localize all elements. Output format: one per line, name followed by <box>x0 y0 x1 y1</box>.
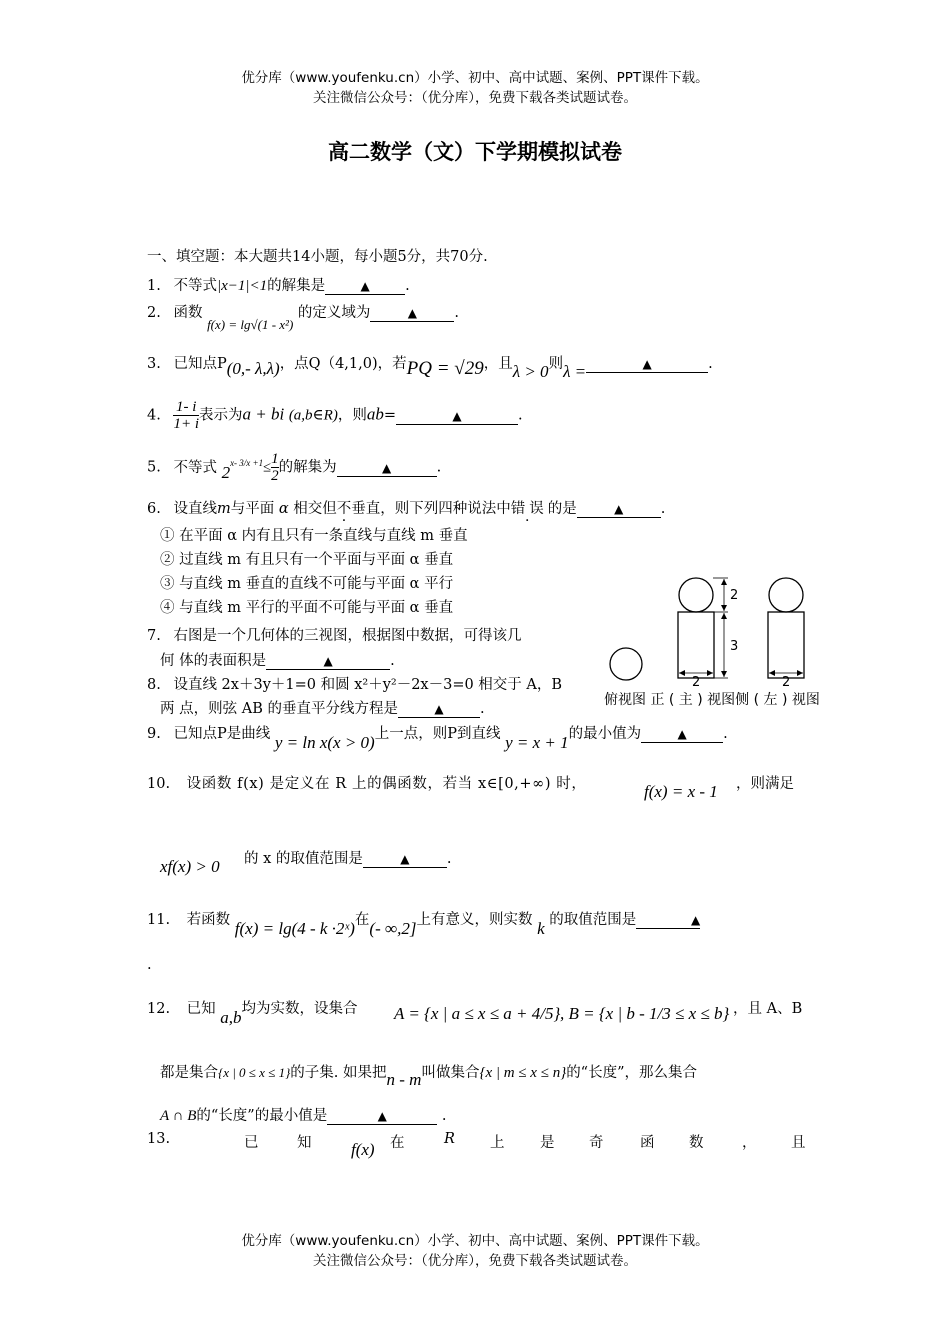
q6-option-2: ② 过直线 m 有且只有一个平面与平面 α 垂直 <box>160 552 454 568</box>
q6-emph-not: 不 <box>336 501 352 517</box>
q4-fraction <box>173 399 199 432</box>
q2-end: . <box>454 305 459 321</box>
q4-frac-num: 1- i <box>173 399 199 416</box>
q5-frac-den: 2 <box>271 468 279 484</box>
q4-math-3: ab <box>366 404 384 424</box>
q6-emph-wrong: 错误 <box>510 501 548 517</box>
question-11 <box>147 908 701 938</box>
q8-answer-blank[interactable] <box>398 702 480 718</box>
question-9 <box>147 722 728 752</box>
q10-line-2-row <box>244 847 452 868</box>
q3-answer-blank[interactable] <box>586 357 708 373</box>
q4-mid-1: 表示为 <box>199 407 243 424</box>
q6-alpha: α <box>278 501 289 517</box>
q9-answer-blank[interactable] <box>641 727 723 743</box>
q10-line-2: 的 x 的取值范围是 <box>244 851 363 867</box>
q7-end: . <box>390 653 395 669</box>
q1-end: . <box>405 278 410 294</box>
q13-w8: 数 <box>689 1135 704 1151</box>
q1-blank-mark: ▲ <box>360 279 370 293</box>
q5-post: 的解集为 <box>278 459 337 476</box>
q12-end: . <box>441 1108 447 1124</box>
front-view-sphere <box>679 578 713 612</box>
q12-line-2 <box>160 1061 698 1089</box>
q3-mid-3: 则 <box>548 356 564 372</box>
q3-mid-2: ，且 <box>483 356 513 372</box>
q12-set-a: A = {x | a ≤ x ≤ a + 4/5} <box>394 1004 561 1023</box>
q5-pre: 不等式 <box>173 459 217 476</box>
q13-math-1: f(x) <box>351 1140 375 1159</box>
header-line-1: 优分库（www.youfenku.cn）小学、初中、高中试题、案例、PPT课件下载。 <box>241 70 709 86</box>
q2-answer-blank[interactable] <box>370 306 454 322</box>
q12-math-3: n - m <box>386 1070 422 1089</box>
q12-num: 12. <box>147 1001 171 1017</box>
q6-text-b: 与平面 <box>230 501 275 517</box>
q5-exponent: x- 3/x +1 <box>230 457 264 468</box>
q13-w2: 知 <box>297 1135 312 1151</box>
question-4 <box>147 399 523 432</box>
q12-math-5: A ∩ B <box>160 1108 197 1124</box>
q8-line-2: 两 点，则弦 AB 的垂直平分线方程是 <box>160 701 398 717</box>
q12-l2c: 叫做集合 <box>421 1065 480 1081</box>
q5-blank-mark: ▲ <box>381 460 392 475</box>
q12-mid-1: 均为实数，设集合 <box>241 1001 358 1017</box>
figure-caption: 俯视图 正 ( 主 ) 视图侧 ( 左 ) 视图 <box>604 692 820 708</box>
q8-end: . <box>479 701 485 717</box>
q7-line-2: 何 体的表面积是 <box>160 653 267 669</box>
footer-line-1: 优分库（www.youfenku.cn）小学、初中、高中试题、案例、PPT课件下载。 <box>241 1233 709 1249</box>
q2-math: f(x) = lg√(1 - x²) <box>207 317 294 332</box>
question-12 <box>147 997 358 1027</box>
q11-end: . <box>147 957 152 973</box>
q7-line-2-row <box>160 649 395 670</box>
q11-pre: 若函数 <box>186 912 231 928</box>
question-6 <box>147 497 665 518</box>
q13-w3: 在 <box>390 1135 405 1151</box>
q4-math-2: (a,b∈R) <box>288 407 338 424</box>
q6-num: 6. <box>147 501 161 517</box>
q8-line-1: 设直线 2x＋3y＋1=0 和圆 x²＋y²－2x－3=0 相交于 A，B <box>173 677 563 693</box>
q12-l3: 的“长度”的最小值是 <box>196 1108 328 1124</box>
q6-option-1: ① 在平面 α 内有且只有一条直线与直线 m 垂直 <box>160 528 468 544</box>
q1-pre: 不等式 <box>173 278 217 294</box>
q12-line-3 <box>160 1104 446 1125</box>
q3-math-1: (0,- λ,λ) <box>226 359 280 378</box>
question-7 <box>147 624 521 645</box>
q10-blank-mark: ▲ <box>400 852 410 866</box>
q12-answer-blank[interactable] <box>327 1109 437 1125</box>
q13-w1: 已 <box>244 1135 259 1151</box>
q3-math-4: λ = <box>563 362 587 381</box>
q12-l2a: 都是集合 <box>160 1065 218 1081</box>
footer-line-2: 关注微信公众号：（优分库），免费下载各类试题试卷。 <box>313 1253 637 1269</box>
dim-label-2a: 2 <box>730 588 739 603</box>
q6-m: m <box>216 501 231 517</box>
q2-pre: 函数 <box>173 305 203 321</box>
q4-num: 4. <box>147 407 161 424</box>
question-2 <box>147 301 459 332</box>
q4-mid-2: ，则 <box>337 407 367 424</box>
q11-post: 的取值范围是 <box>549 912 637 928</box>
q3-pre: 已知点P <box>173 356 227 372</box>
q6-text-c: 相交但 <box>293 501 337 517</box>
q9-mid: 上一点，则P到直线 <box>374 726 501 742</box>
q5-le: ≤ <box>263 459 272 476</box>
q9-post: 的最小值为 <box>568 726 642 742</box>
q5-base: 2 <box>221 462 231 482</box>
top-view-circle <box>610 648 642 680</box>
q12-post-1: ，且 A、B <box>733 1001 803 1017</box>
side-view-sphere <box>769 578 803 612</box>
q9-math-2: y = x + 1 <box>505 733 569 752</box>
q11-math-1: f(x) = lg(4 - k ·2ˣ) <box>234 919 355 938</box>
q3-blank-mark: ▲ <box>642 357 652 371</box>
q1-post: 的解集是 <box>267 278 326 294</box>
q6-text-e: 的是 <box>547 501 577 517</box>
page-title: 高二数学（文）下学期模拟试卷 <box>328 140 622 164</box>
q12-math-4: {x | m ≤ x ≤ n} <box>479 1065 567 1081</box>
q13-w10: 且 <box>791 1135 806 1151</box>
q3-end: . <box>708 356 713 372</box>
front-view-cylinder <box>678 612 714 678</box>
q6-text-d: 垂直，则下列四种说法中 <box>351 501 511 517</box>
q11-mid: 在 <box>354 912 370 928</box>
q12-math-1: a,b <box>220 1008 242 1027</box>
q8-num: 8. <box>147 677 161 693</box>
q10-line-1: 设函数 f(x) 是定义在 R 上的偶函数，若当 x∈[0,+∞) 时， <box>186 776 587 792</box>
question-8 <box>147 673 562 694</box>
q13-w5: 是 <box>540 1135 555 1151</box>
section-heading: 一、填空题：本大题共14小题，每小题5分，共70分. <box>147 249 488 265</box>
q4-math-1: a + bi <box>242 404 285 424</box>
q6-text-a: 设直线 <box>173 501 217 517</box>
q13-math-2: R <box>444 1131 455 1147</box>
q6-answer-blank[interactable] <box>577 502 661 518</box>
q5-end: . <box>436 459 442 476</box>
q13-w9: ， <box>742 1135 757 1151</box>
q7-num: 7. <box>147 628 161 644</box>
q8-blank-mark: ▲ <box>434 702 444 716</box>
q12-l2b: 的子集. 如果把 <box>290 1065 387 1081</box>
question-5 <box>147 451 441 484</box>
q4-eq: = <box>383 407 396 424</box>
q12-math-2: {x | 0 ≤ x ≤ 1} <box>218 1065 291 1080</box>
q8-line-2-row <box>160 697 485 718</box>
q2-blank-mark: ▲ <box>407 306 417 320</box>
q7-blank-mark: ▲ <box>323 654 333 668</box>
q1-num: 1. <box>147 278 161 294</box>
q4-answer-blank[interactable] <box>396 409 518 425</box>
dim-label-2c: 2 <box>782 675 791 690</box>
q1-math: |x−1|<1 <box>216 278 268 294</box>
question-3 <box>147 352 713 381</box>
q11-mid-2: 上有意义，则实数 <box>416 912 533 928</box>
q11-blank-mark: ▲ <box>691 913 701 927</box>
q4-blank-mark: ▲ <box>452 408 462 423</box>
q9-blank-mark: ▲ <box>677 727 687 741</box>
q9-num: 9. <box>147 726 161 742</box>
q10-num: 10. <box>147 776 171 792</box>
q4-frac-den: 1+ i <box>173 416 199 432</box>
q3-num: 3. <box>147 356 161 372</box>
q10-math-1: f(x) = x - 1 <box>644 782 718 801</box>
q2-post: 的定义域为 <box>297 305 371 321</box>
q5-fraction <box>271 451 279 484</box>
q11-answer-blank[interactable] <box>636 913 700 929</box>
q11-math-2: (- ∞,2] <box>369 919 417 938</box>
q12-set-b: , B = {x | b - 1/3 ≤ x ≤ b} <box>560 1004 730 1023</box>
q11-num: 11. <box>147 912 171 928</box>
q12-pre: 已知 <box>186 1001 216 1017</box>
q13-num: 13. <box>147 1131 171 1147</box>
q6-blank-mark: ▲ <box>614 502 624 516</box>
q4-end: . <box>517 407 523 424</box>
q10-end: . <box>446 851 452 867</box>
q5-answer-blank[interactable] <box>337 461 437 477</box>
q10-answer-blank[interactable] <box>363 852 447 868</box>
q7-line-1: 右图是一个几何体的三视图，根据图中数据，可得该几 <box>173 628 522 644</box>
q5-num: 5. <box>147 459 161 476</box>
dim-label-3: 3 <box>730 639 739 654</box>
q6-option-4: ④ 与直线 m 平行的平面不可能与平面 α 垂直 <box>160 600 454 616</box>
three-view-figure <box>600 570 860 690</box>
q1-answer-blank[interactable] <box>325 279 405 295</box>
q12-blank-mark: ▲ <box>377 1109 387 1123</box>
question-1 <box>147 274 410 295</box>
q10-math-2: xf(x) > 0 <box>160 857 220 876</box>
q10-line-1b: ，则满足 <box>736 776 794 792</box>
q3-mid-1: ，点Q（4,1,0)，若 <box>279 356 407 372</box>
q11-math-3: k <box>537 919 545 938</box>
q13-w4: 上 <box>490 1135 505 1151</box>
q9-end: . <box>723 726 728 742</box>
q13-w7: 函 <box>640 1135 655 1151</box>
q13-w6: 奇 <box>589 1135 604 1151</box>
q7-answer-blank[interactable] <box>266 654 390 670</box>
q5-frac-num: 1 <box>271 451 279 467</box>
q9-math-1: y = ln x(x > 0) <box>274 733 375 752</box>
q6-option-3: ③ 与直线 m 垂直的直线不可能与平面 α 平行 <box>160 576 454 592</box>
side-view-cylinder <box>768 612 804 678</box>
q2-num: 2. <box>147 305 161 321</box>
question-10 <box>147 772 587 793</box>
q12-l2d: 的“长度”，那么集合 <box>566 1065 698 1081</box>
q9-pre: 已知点P是曲线 <box>173 726 271 742</box>
q3-math-3: λ > 0 <box>512 362 549 381</box>
q3-math-2: PQ = √29 <box>406 358 484 379</box>
header-line-2: 关注微信公众号：（优分库），免费下载各类试题试卷。 <box>313 90 637 106</box>
q6-end: . <box>660 501 666 517</box>
dim-label-2b: 2 <box>692 675 701 690</box>
